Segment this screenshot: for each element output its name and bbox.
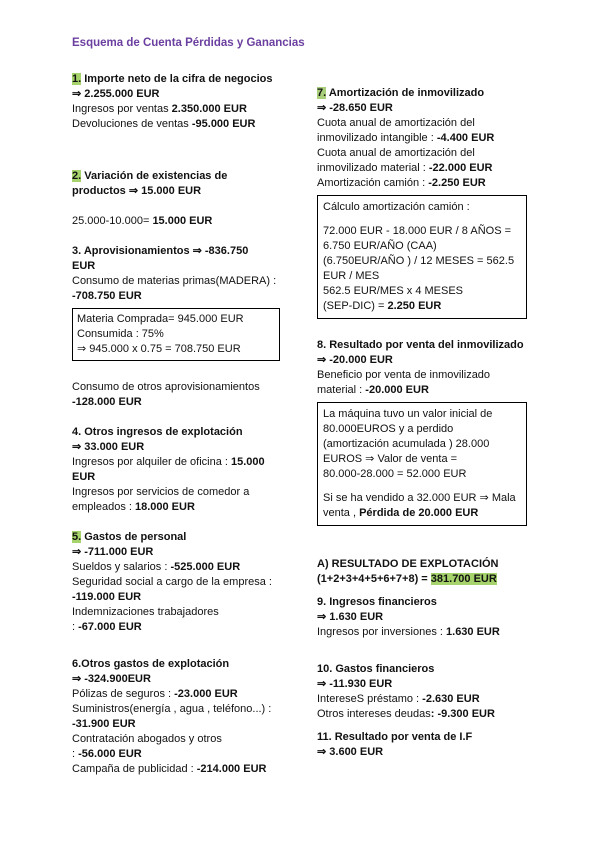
line-value: 15.000 (230, 456, 265, 468)
line-label: Contratación abogados y otros (72, 733, 222, 745)
line-label: IntereseS préstamo : (317, 693, 423, 705)
section-heading-cont: productos (72, 185, 129, 197)
section-8 (317, 338, 535, 526)
line-value: -525.000 EUR (170, 561, 241, 573)
box-line: (amortización acumulada ) 28.000 (323, 438, 490, 450)
section-heading: 6.Otros gastos de explotación (72, 658, 230, 670)
section-heading: A) RESULTADO DE EXPLOTACIÓN (317, 558, 499, 570)
left-column (72, 72, 292, 777)
section-number: 5. (72, 531, 82, 543)
section-heading: 4. Otros ingresos de explotación (72, 426, 243, 438)
line-label: Ingresos por ventas (72, 103, 172, 115)
section-heading: 3. Aprovisionamientos (72, 245, 193, 257)
section-total: ⇒ 33.000 EUR (72, 441, 145, 453)
box-title: Cálculo amortización camión : (323, 201, 470, 213)
section-11 (317, 730, 535, 760)
line-value: -119.000 EUR (72, 591, 142, 603)
section-number: 7. (317, 87, 327, 99)
section-2 (72, 169, 292, 229)
section-total: ⇒ -836.750 (192, 245, 249, 257)
box-line: ⇒ 945.000 x 0.75 = 708.750 EUR (77, 343, 241, 355)
section-3 (72, 244, 292, 410)
line-label: Cuota anual de amortización del (317, 147, 475, 159)
line-value: -214.000 EUR (196, 763, 267, 775)
line-label: : (72, 621, 79, 633)
section-9 (317, 595, 535, 640)
line-label: Suministros(energía , agua , teléfono...) : (72, 703, 272, 715)
line-value: -128.000 EUR (72, 396, 142, 408)
section-total: ⇒ 3.600 EUR (317, 746, 384, 758)
box-line: (SEP-DIC) = (323, 300, 388, 312)
line-label: Ingresos por servicios de comedor a (72, 486, 250, 498)
section-5 (72, 530, 292, 635)
section-heading: Importe neto de la cifra de negocios (81, 73, 273, 85)
line-value: -2.630 EUR (422, 693, 480, 705)
result-formula: (1+2+3+4+5+6+7+8) = (317, 573, 431, 585)
section-total: ⇒ 15.000 EUR (128, 185, 202, 197)
line-label: inmovilizado intangible : (317, 132, 437, 144)
line-label: Consumo de otros aprovisionamientos (72, 381, 260, 393)
line-value: -20.000 EUR (365, 384, 429, 396)
section-heading: Gastos de personal (81, 531, 187, 543)
line-value: 18.000 EUR (134, 501, 195, 513)
line-value: -708.750 EUR (72, 290, 142, 302)
section-heading: 9. Ingresos financieros (317, 596, 437, 608)
line-label: : (72, 748, 79, 760)
section-total: ⇒ 2.255.000 EUR (72, 88, 160, 100)
box-line: 80.000EUROS y a perdido (323, 423, 454, 435)
line-value: -23.000 EUR (174, 688, 238, 700)
section-total: ⇒ -324.900EUR (72, 673, 151, 685)
section-heading: 11. Resultado por venta de I.F (317, 731, 473, 743)
section-total: ⇒ -20.000 EUR (317, 354, 393, 366)
section-a (317, 557, 535, 587)
section-number: 2. (72, 170, 82, 182)
line-label: Consumo de materias primas(MADERA) : (72, 275, 277, 287)
line-label: Sueldos y salarios : (72, 561, 171, 573)
calc-box (317, 402, 527, 526)
line-label: Ingresos por alquiler de oficina : (72, 456, 231, 468)
line-label: Beneficio por venta de inmovilizado (317, 369, 491, 381)
section-total: ⇒ -711.000 EUR (72, 546, 154, 558)
result-value: 381.700 EUR (430, 573, 497, 585)
line-value: -56.000 EUR (78, 748, 142, 760)
section-heading: 10. Gastos financieros (317, 663, 435, 675)
section-heading: Variación de existencias de (81, 170, 228, 182)
box-line: venta , (323, 507, 360, 519)
line-label: Ingresos por inversiones : (317, 626, 447, 638)
section-total-cont: EUR (72, 260, 96, 272)
line-label: Devoluciones de ventas (72, 118, 192, 130)
line-label: Indemnizaciones trabajadores (72, 606, 219, 618)
line-value: : -9.300 EUR (430, 708, 495, 720)
line-value: -22.000 EUR (428, 162, 493, 174)
calc-label: 25.000-10.000= (72, 215, 153, 227)
section-1 (72, 72, 292, 132)
calc-box (72, 308, 280, 361)
section-7 (317, 86, 535, 319)
section-heading: 8. Resultado por venta del inmovilizado (317, 339, 524, 351)
box-line: (6.750EUR/AÑO ) / 12 MESES = 562.5 (323, 255, 515, 267)
box-line: EUROS ⇒ Valor de venta = (323, 453, 458, 465)
right-column (317, 86, 535, 760)
section-total: ⇒ 1.630 EUR (317, 611, 384, 623)
line-value: 1.630 EUR (446, 626, 500, 638)
section-10 (317, 662, 535, 722)
line-label: Pólizas de seguros : (72, 688, 175, 700)
calc-value: 15.000 EUR (152, 215, 213, 227)
line-label: Seguridad social a cargo de la empresa : (72, 576, 272, 588)
box-line: 6.750 EUR/AÑO (CAA) (323, 240, 437, 252)
line-value: -67.000 EUR (78, 621, 142, 633)
line-value-cont: EUR (72, 471, 96, 483)
box-value: 2.250 EUR (387, 300, 442, 312)
section-number: 1. (72, 73, 82, 85)
line-value: -4.400 EUR (436, 132, 495, 144)
section-4 (72, 425, 292, 515)
line-label: Amortización camión : (317, 177, 429, 189)
section-total: ⇒ -11.930 EUR (317, 678, 393, 690)
line-label: material : (317, 384, 366, 396)
page-title: Esquema de Cuenta Pérdidas y Ganancias (72, 37, 305, 49)
box-line: Materia Comprada= 945.000 EUR (77, 313, 244, 325)
section-6 (72, 657, 292, 777)
section-total: ⇒ -28.650 EUR (317, 102, 393, 114)
calc-box (317, 195, 527, 319)
box-line: Si se ha vendido a 32.000 EUR ⇒ Mala (323, 492, 516, 504)
line-value: 2.350.000 EUR (171, 103, 247, 115)
line-value: -2.250 EUR (428, 177, 486, 189)
box-line: EUR / MES (323, 270, 380, 282)
box-line: 80.000-28.000 = 52.000 EUR (323, 468, 467, 480)
box-line: 72.000 EUR - 18.000 EUR / 8 AÑOS = (323, 225, 512, 237)
line-label: Campaña de publicidad : (72, 763, 197, 775)
line-label: empleados : (72, 501, 135, 513)
line-value: -95.000 EUR (191, 118, 256, 130)
box-line: 562.5 EUR/MES x 4 MESES (323, 285, 463, 297)
box-value: Pérdida de 20.000 EUR (359, 507, 479, 519)
line-label: Cuota anual de amortización del (317, 117, 475, 129)
box-line: La máquina tuvo un valor inicial de (323, 408, 493, 420)
line-label: Otros intereses deudas (317, 708, 431, 720)
box-line: Consumida : 75% (77, 328, 164, 340)
line-label: inmovilizado material : (317, 162, 429, 174)
line-value: -31.900 EUR (72, 718, 136, 730)
section-heading: Amortización de inmovilizado (326, 87, 485, 99)
